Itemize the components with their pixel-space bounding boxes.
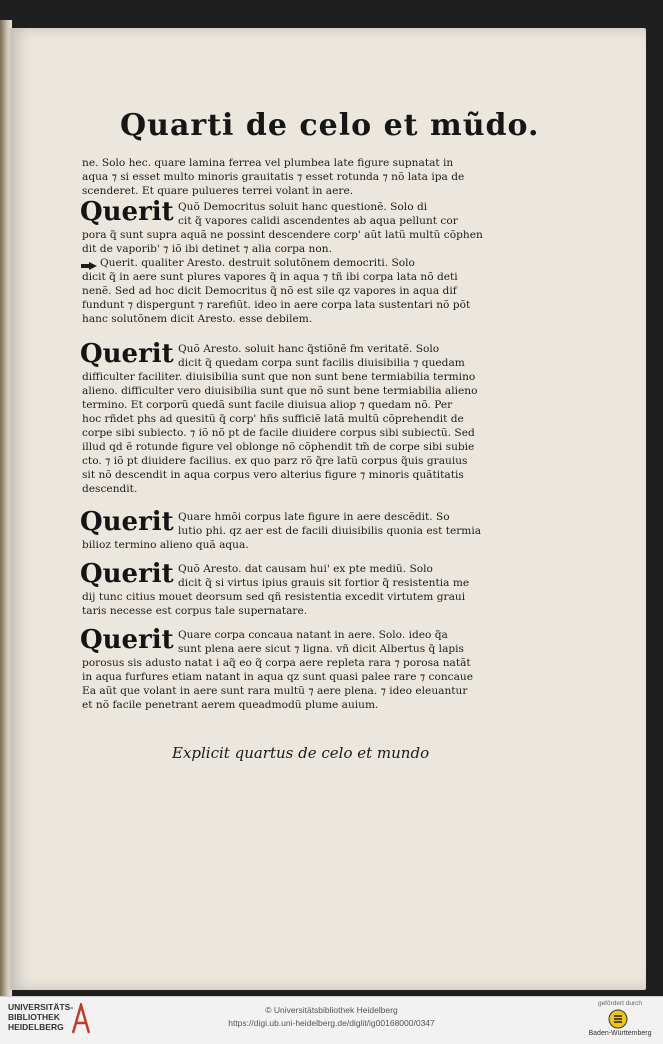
text-line: Quare hmõi corpus late figure in aere descẽdit. So <box>178 511 450 523</box>
text-line: cto. ⁊ iõ pt diuidere facilius. ex quo parz rõ q̃re latũ corpus q̃uis grauius <box>82 455 468 467</box>
text-line: difficulter faciliter. diuisibilia sunt que non sunt bene termiabilia termino <box>82 371 476 383</box>
querit-heading: Querit <box>80 339 174 369</box>
funded-by-label: gefördert durch <box>597 1000 643 1007</box>
text-line: taris necesse est corpus tale supernatare. <box>82 605 308 617</box>
querit-heading: Querit <box>80 559 174 589</box>
text-line: Quare corpa concaua natant in aere. Solo. ideo q̃a <box>178 629 448 641</box>
permalink-url[interactable]: https://digi.ub.uni-heidelberg.de/diglit/ig00168000/0347 <box>228 1018 435 1028</box>
text-line: Ea aũt que volant in aere sunt rara multũ ⁊ aere plena. ⁊ ideo eleuantur <box>82 685 468 697</box>
text-line: dicit q̃ si virtus ipius grauis sit fortior q̃ resistentia me <box>178 577 470 589</box>
text-line: descendit. <box>82 483 138 495</box>
text-line: termino. Et corporũ quedã sunt facile diuisua aliop ⁊ quedam nõ. Per <box>82 399 453 411</box>
text-line: Quõ Aresto. soluit hanc q̃stiõnẽ fm veritatẽ. Solo <box>178 343 440 355</box>
funder-name: Baden-Württemberg <box>588 1030 652 1037</box>
text-line: dicit q̃ in aere sunt plures vapores q̃ in aqua ⁊ tñ ibi corpa lata nõ deti <box>82 271 458 283</box>
text-line: alieno. difficulter vero diuisibilia sunt que nõ sunt bene termiabilia alieno <box>82 385 478 397</box>
querit-heading: Querit <box>80 507 174 537</box>
text-line: sunt plena aere sicut ⁊ ligna. vñ dicit Albertus q̃ lapis <box>178 643 464 655</box>
explicit-colophon: Explicit quartus de celo et mundo <box>172 744 430 762</box>
text-line: bilioz termino alieno quã aqua. <box>82 539 249 551</box>
library-name: UNIVERSITÄTS-BIBLIOTHEK HEIDELBERG <box>8 1002 74 1032</box>
text-line: Quõ Aresto. dat causam hui' ex pte mediũ. Solo <box>178 563 433 575</box>
text-line: Querit. qualiter Aresto. destruit solutõnem democriti. Solo <box>100 257 415 269</box>
text-line: in aqua furfures etiam natant in aqua qz sunt quasi palee rare ⁊ concaue <box>82 671 473 683</box>
text-line: lutio phi. qz aer est de facili diuisibilis quonia est termia <box>178 525 482 537</box>
funder-seal-icon <box>608 1009 628 1029</box>
copyright-notice: © Universitätsbibliothek Heidelberg <box>265 1005 398 1015</box>
text-line: dicit q̃ quedam corpa sunt facilis diuisibilia ⁊ quedam <box>178 357 465 369</box>
text-line: hoc rñdet phs ad quesitũ q̃ corp' hñs sufficiẽ latã multũ cõprehendit de <box>82 413 464 425</box>
text-line: aqua ⁊ si esset multo minoris grauitatis ⁊ esset rotunda ⁊ nõ lata ipa de <box>82 171 465 183</box>
text-line: ne. Solo hec. quare lamina ferrea vel plumbea late figure supnatat in <box>82 157 454 169</box>
querit-heading: Querit <box>80 625 174 655</box>
footer-bar <box>0 996 663 1044</box>
text-line: Quõ Democritus soluit hanc questionẽ. Solo di <box>178 201 428 213</box>
text-line: pora q̃ sunt supra aquã ne possint descendere corp' aũt latũ multũ cõphen <box>82 229 483 241</box>
text-line: porosus sis adusto natat i aq̃ eo q̃ corpa aere repleta rara ⁊ porosa natãt <box>82 657 471 669</box>
text-line: sit nõ descendit in aqua corpus vero alterius figure ⁊ minoris quãtitatis <box>82 469 464 481</box>
text-line: scenderet. Et quare pulueres terrei volant in aere. <box>82 185 354 197</box>
text-line: dij tunc citius mouet deorsum sed qñ resistentia excedit virtutem graui <box>82 591 466 603</box>
page-title: Quarti de celo et mũdo. <box>120 108 540 143</box>
text-line: nenẽ. Sed ad hoc dicit Democritus q̃ nõ est sile qz vapores in aqua dif <box>82 285 457 297</box>
querit-heading: Querit <box>80 197 174 227</box>
text-line: dit de vaporib' ⁊ iõ ibi detinet ⁊ alia corpa non. <box>82 243 332 255</box>
text-line: hanc solutõnem dicit Aresto. esse debilem. <box>82 313 313 325</box>
text-line: cit q̃ vapores calidi ascendentes ab aqua pellunt cor <box>178 215 458 227</box>
text-line: corpe sibi subiecto. ⁊ iõ nõ pt de facile diuidere corpus sibi subiectũ. Sed <box>82 427 475 439</box>
text-line: fundunt ⁊ dispergunt ⁊ rarefiũt. ideo in aere corpa lata sustentari nõ põt <box>82 299 471 311</box>
text-line: illud qd ẽ rotunde figure vel oblonge nõ cõphendit tm̃ de corpe sibi subie <box>82 441 475 453</box>
text-line: et nõ facile penetrant aerem queadmodũ plume auium. <box>82 699 379 711</box>
